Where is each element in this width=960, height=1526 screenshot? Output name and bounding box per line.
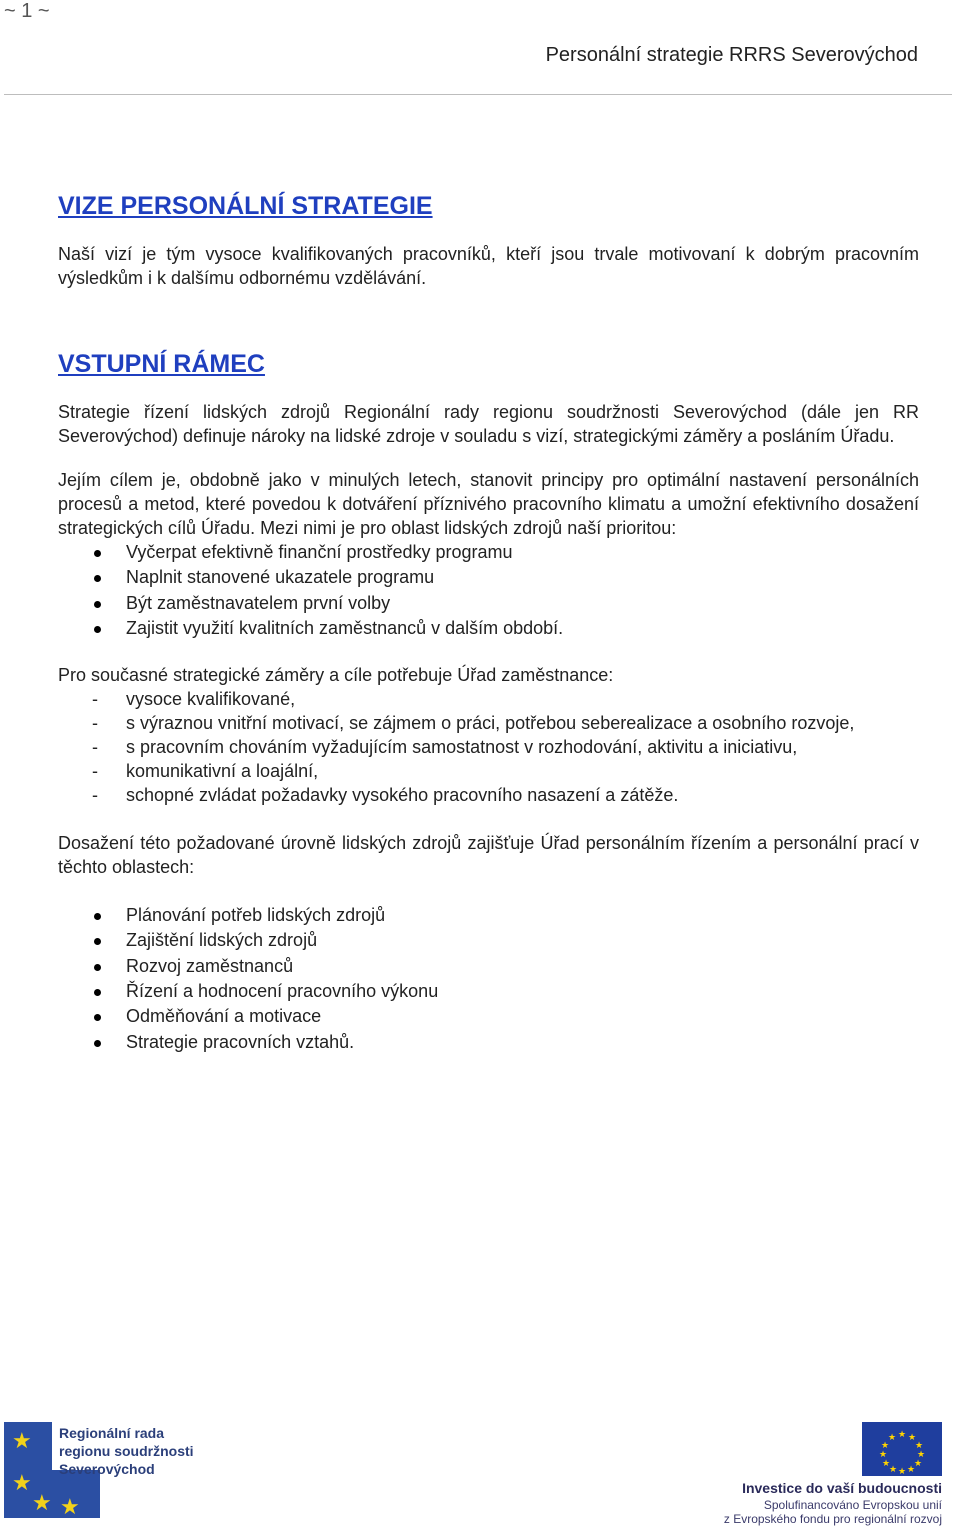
bullet-icon: [94, 913, 101, 920]
star-icon: ★: [12, 1428, 32, 1453]
star-icon: ★: [12, 1470, 32, 1495]
header-divider: [4, 94, 952, 95]
framework-para-3: Pro současné strategické záměry a cíle potřebuje Úřad zaměstnance:: [58, 665, 614, 686]
document-body: [58, 186, 919, 1055]
vision-heading: VIZE PERSONÁLNÍ STRATEGIE: [58, 192, 433, 220]
bullet-icon: [94, 575, 101, 582]
list-item: Naplnit stanovené ukazatele programu: [58, 565, 919, 590]
star-icon: ★: [60, 1494, 80, 1519]
list-item: Vyčerpat efektivně finanční prostředky programu: [58, 540, 919, 565]
bullet-icon: [94, 938, 101, 945]
header-title: Personální strategie RRRS Severovýchod: [545, 44, 918, 66]
list-item: Být zaměstnavatelem první volby: [58, 591, 919, 616]
list-item: - s pracovním chováním vyžadujícím samostatnost v rozhodování, aktivitu a iniciativu,: [92, 737, 798, 758]
framework-para-2: Jejím cílem je, obdobně jako v minulých letech, stanovit principy pro optimální nastavení personálních procesů a metod, které povedou k dotváření příznivého pracovního klimatu a umožní efektivního dosažení strategických cílů Úřadu. Mezi nimi je pro oblast lidských zdrojů naší prioritou:: [58, 470, 919, 538]
requirements-list: [58, 687, 919, 807]
areas-list: [58, 903, 919, 1055]
star-icon: ★: [32, 1490, 52, 1515]
vision-text: Naší vizí je tým vysoce kvalifikovaných pracovníků, kteří jsou trvale motivovaní k dobrým pracovním výsledkům i k dalšímu odbornému vzdělávání.: [58, 244, 919, 288]
list-item: - s výraznou vnitřní motivací, se zájmem o práci, potřebou seberealizace a osobního rozvoje,: [92, 713, 855, 734]
list-item: Plánování potřeb lidských zdrojů: [58, 903, 919, 928]
list-item: - schopné zvládat požadavky vysokého pracovního nasazení a zátěže.: [92, 785, 679, 806]
eu-flag-icon: ★ ★ ★ ★ ★ ★ ★ ★ ★ ★ ★ ★: [862, 1422, 942, 1476]
bullet-icon: [94, 601, 101, 608]
list-item: Řízení a hodnocení pracovního výkonu: [58, 979, 919, 1004]
bullet-icon: [94, 964, 101, 971]
eu-logo: [722, 1422, 952, 1526]
bullet-icon: [94, 1014, 101, 1021]
list-item: Zajistit využití kvalitních zaměstnanců v dalším období.: [58, 616, 919, 641]
bullet-icon: [94, 626, 101, 633]
framework-para-1: Strategie řízení lidských zdrojů Regionální rady regionu soudržnosti Severovýchod (dále jen RR Severovýchod) definuje nároky na lidské zdroje v souladu s vizí, strategickými záměry a posláním Úřadu.: [58, 402, 919, 446]
list-item: Rozvoj zaměstnanců: [58, 954, 919, 979]
regional-council-logo: [4, 1422, 204, 1522]
list-item: Zajištění lidských zdrojů: [58, 928, 919, 953]
eu-logo-line-2: Spolufinancováno Evropskou unií: [763, 1498, 942, 1512]
page-number: ~ 1 ~: [4, 0, 50, 22]
bullet-icon: [94, 550, 101, 557]
eu-logo-slogan: Investice do vaší budoucnosti: [742, 1480, 942, 1496]
bullet-icon: [94, 1040, 101, 1047]
eu-logo-line-3: z Evropského fondu pro regionální rozvoj: [723, 1512, 942, 1526]
priorities-list: [58, 540, 919, 641]
regional-council-logo-text: Regionální rada regionu soudržnosti Severovýchod: [59, 1425, 194, 1477]
bullet-icon: [94, 989, 101, 996]
list-item: - vysoce kvalifikované,: [92, 689, 296, 710]
framework-heading: VSTUPNÍ RÁMEC: [58, 350, 265, 378]
list-item: Strategie pracovních vztahů.: [58, 1030, 919, 1055]
list-item: - komunikativní a loajální,: [92, 761, 319, 782]
framework-para-4: Dosažení této požadované úrovně lidských zdrojů zajišťuje Úřad personálním řízením a personální prací v těchto oblastech:: [58, 833, 919, 878]
list-item: Odměňování a motivace: [58, 1004, 919, 1029]
